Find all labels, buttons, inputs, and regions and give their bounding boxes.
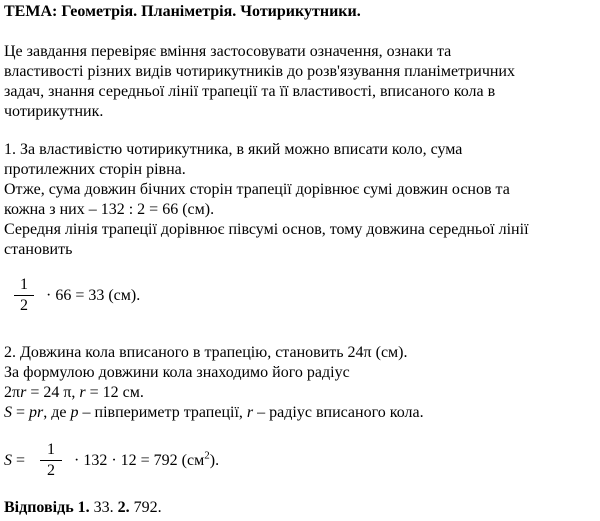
- solution-part-2: [4, 343, 424, 423]
- formula-term: – півпериметр трапеції,: [78, 404, 247, 421]
- part1-line: 1. За властивістю чотирикутника, в який можно вписати коло, сума: [4, 141, 463, 158]
- part1-line: Середня лінія трапеції дорівнює півсумі основ, тому довжина середньої лінії: [4, 221, 529, 238]
- part2-line1: 2. Довжина кола вписаного в трапецію, становить 24π (см).: [4, 344, 408, 361]
- part1-line: протилежних сторін рівна.: [4, 161, 186, 178]
- part2-line2: За формулою довжини кола знаходимо його радіус: [4, 364, 350, 381]
- part1-line: кожна з них – 132 : 2 = 66 (см).: [4, 201, 215, 218]
- variable-r: r: [246, 404, 254, 421]
- fraction-one-half: [14, 275, 34, 316]
- formula1-rest: · 66 = 33 (см).: [46, 287, 141, 304]
- formula-term: – радіус вписаного кола.: [253, 404, 424, 421]
- fraction-numerator: 1: [47, 441, 55, 458]
- part1-line: становить: [4, 241, 73, 258]
- fraction-denominator: 2: [20, 297, 28, 314]
- answer-value: 792.: [129, 499, 162, 516]
- intro-line: задач, знання середньої лінії трапеції та її властивості, вписаного кола в: [4, 83, 496, 100]
- formula-term: = 12 см.: [85, 384, 144, 401]
- intro-line: Це завдання перевіряє вміння застосовувати означення, ознаки та: [4, 43, 452, 60]
- answer-line: [4, 498, 162, 518]
- formula-term: 2π: [4, 384, 21, 401]
- formula2-rest: [74, 451, 219, 471]
- fraction-denominator: 2: [47, 462, 55, 479]
- formula2-lhs: [4, 451, 25, 471]
- part2-line4: [4, 403, 424, 423]
- part1-line: Отже, сума довжин бічних сторін трапеції дорівнює сумі довжин основ та: [4, 181, 510, 198]
- topic-title: ТЕМА: Геометрія. Планіметрія. Чотирикутники.: [4, 3, 361, 20]
- intro-line: чотирикутник.: [4, 103, 104, 120]
- variable-r: r: [79, 384, 86, 401]
- formula-term: =: [12, 452, 26, 469]
- answer-number: 1.: [77, 499, 90, 516]
- part2-line3: [4, 383, 424, 403]
- fraction-one-half: [40, 440, 62, 481]
- intro-line: властивості різних видів чотирикутників до розв'язування планіметричних: [4, 63, 515, 80]
- variable-r: r: [20, 384, 27, 401]
- fraction-numerator: 1: [20, 276, 28, 293]
- formula-term: = 24 π,: [26, 384, 80, 401]
- answer-label: Відповідь: [4, 499, 74, 516]
- formula-term: =: [12, 404, 30, 421]
- answer-value: 33.: [89, 499, 118, 516]
- answer-number: 2.: [117, 499, 130, 516]
- variable-p: p: [70, 404, 79, 421]
- solution-part-1: [4, 140, 529, 260]
- superscript: 2: [204, 449, 210, 462]
- variable-s: S: [4, 404, 12, 421]
- formula-term: ).: [209, 452, 220, 469]
- formula-term: · 132 · 12 = 792 (см: [74, 452, 205, 469]
- variable-pr: pr: [29, 404, 44, 421]
- formula-term: , де: [43, 404, 71, 421]
- variable-s: S: [4, 452, 12, 469]
- intro-paragraph: [4, 42, 515, 122]
